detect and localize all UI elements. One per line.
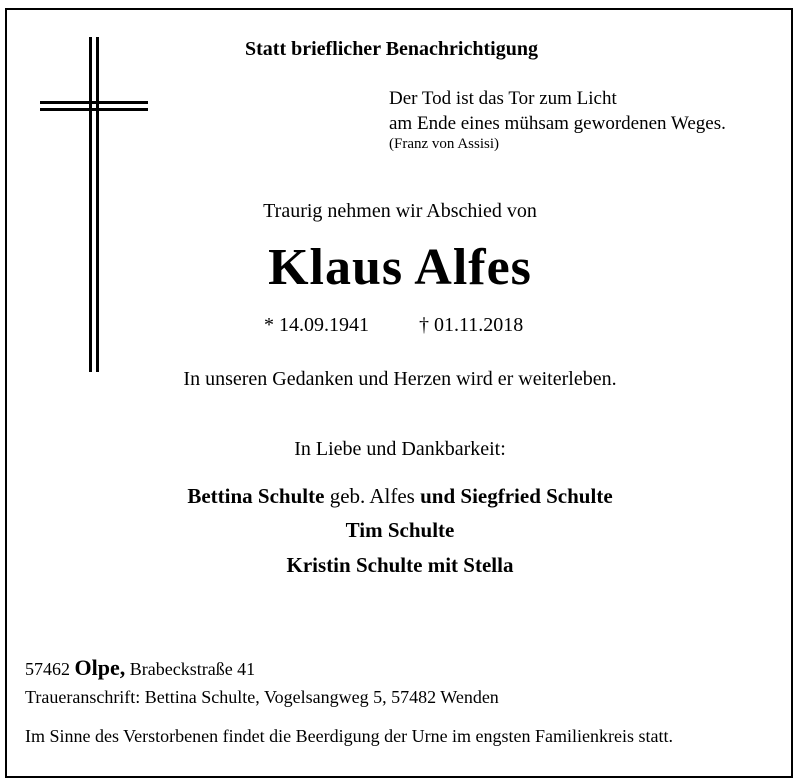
memorial-sentence: In unseren Gedanken und Herzen wird er weiterleben.: [183, 368, 617, 390]
mourner-name-bettina: Bettina Schulte: [187, 484, 325, 508]
mourner-line-3: Kristin Schulte mit Stella: [286, 553, 514, 577]
street-address: Brabeckstraße 41: [129, 659, 256, 679]
mourning-address: Traueranschrift: Bettina Schulte, Vogelsangweg 5, 57482 Wenden: [25, 687, 499, 707]
quote-source: (Franz von Assisi): [389, 136, 499, 152]
quote-line-2: am Ende eines mühsam gewordenen Weges.: [389, 113, 726, 134]
postcode: 57462: [25, 659, 70, 679]
death-date: † 01.11.2018: [419, 314, 524, 336]
notice-header: Statt brieflicher Benachrichtigung: [245, 38, 538, 60]
maiden-name: geb. Alfes: [329, 484, 415, 508]
mourner-line-1: [0, 484, 800, 509]
birth-date: * 14.09.1941: [264, 314, 369, 336]
intro-text: Traurig nehmen wir Abschied von: [263, 200, 537, 222]
city-name: Olpe,: [74, 655, 126, 680]
mourner-line-2: Tim Schulte: [345, 518, 455, 542]
mourner-name-siegfried: und Siegfried Schulte: [420, 484, 613, 508]
quote-line-1: Der Tod ist das Tor zum Licht: [389, 88, 617, 109]
deceased-name: Klaus Alfes: [268, 239, 532, 296]
burial-note: Im Sinne des Verstorbenen findet die Beerdigung der Urne im engsten Familienkreis statt.: [25, 726, 674, 746]
gratitude-line: In Liebe und Dankbarkeit:: [294, 438, 506, 460]
location-line: [25, 655, 255, 681]
